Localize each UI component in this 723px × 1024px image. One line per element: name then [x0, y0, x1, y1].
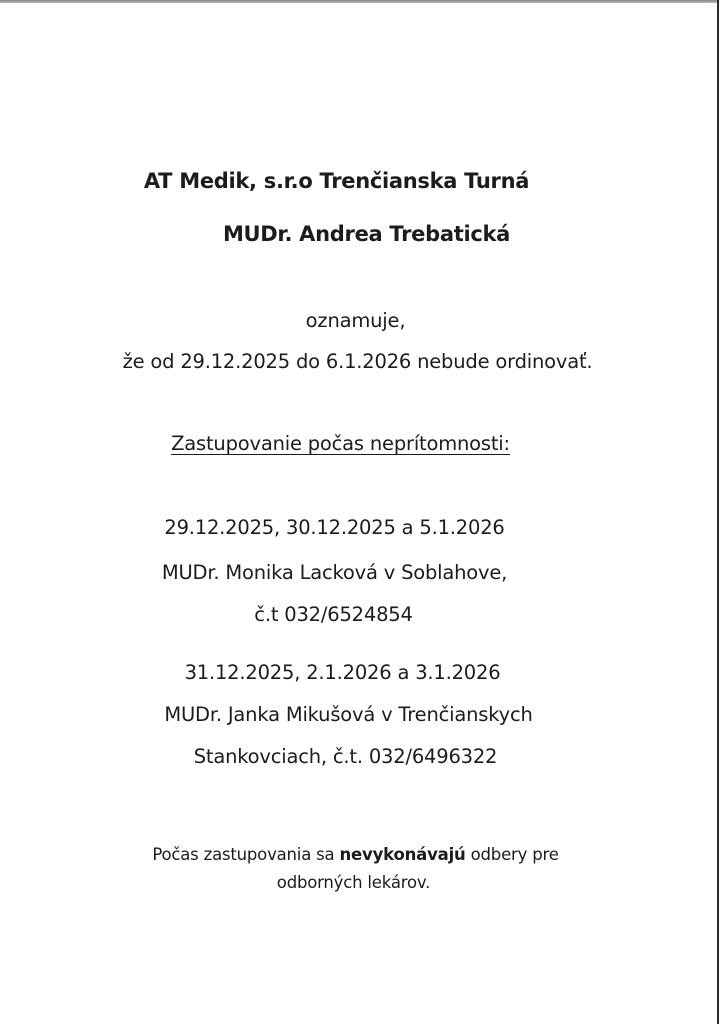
announcement-statement: že od 29.12.2025 do 6.1.2026 nebude ordinovať. — [122, 350, 593, 373]
scan-top-edge — [0, 0, 723, 3]
doctor-name: MUDr. Andrea Trebatická — [222, 222, 511, 246]
note-line-1 — [0, 847, 714, 864]
substitution-doctor: MUDr. Monika Lacková v Soblahove, — [161, 561, 508, 584]
note-prefix: Počas zastupovania sa — [152, 845, 340, 864]
substitution-contact: Stankovciach, č.t. 032/6496322 — [193, 745, 498, 768]
substitution-contact: č.t 032/6524854 — [254, 603, 413, 626]
scan-right-margin — [719, 0, 723, 1024]
company-name: AT Medik, s.r.o Trenčianska Turná — [143, 169, 530, 193]
note-emphasis: nevykonávajú — [339, 845, 466, 864]
substitution-dates: 31.12.2025, 2.1.2026 a 3.1.2026 — [184, 661, 501, 684]
note-line-2: odborných lekárov. — [276, 873, 431, 892]
substitution-dates: 29.12.2025, 30.12.2025 a 5.1.2026 — [164, 516, 505, 539]
substitution-title: Zastupovanie počas neprítomnosti: — [171, 432, 510, 455]
announcement-verb: oznamuje, — [305, 309, 406, 332]
note-suffix: odbery pre — [465, 845, 559, 864]
substitution-doctor: MUDr. Janka Mikušová v Trenčianskych — [164, 703, 533, 726]
